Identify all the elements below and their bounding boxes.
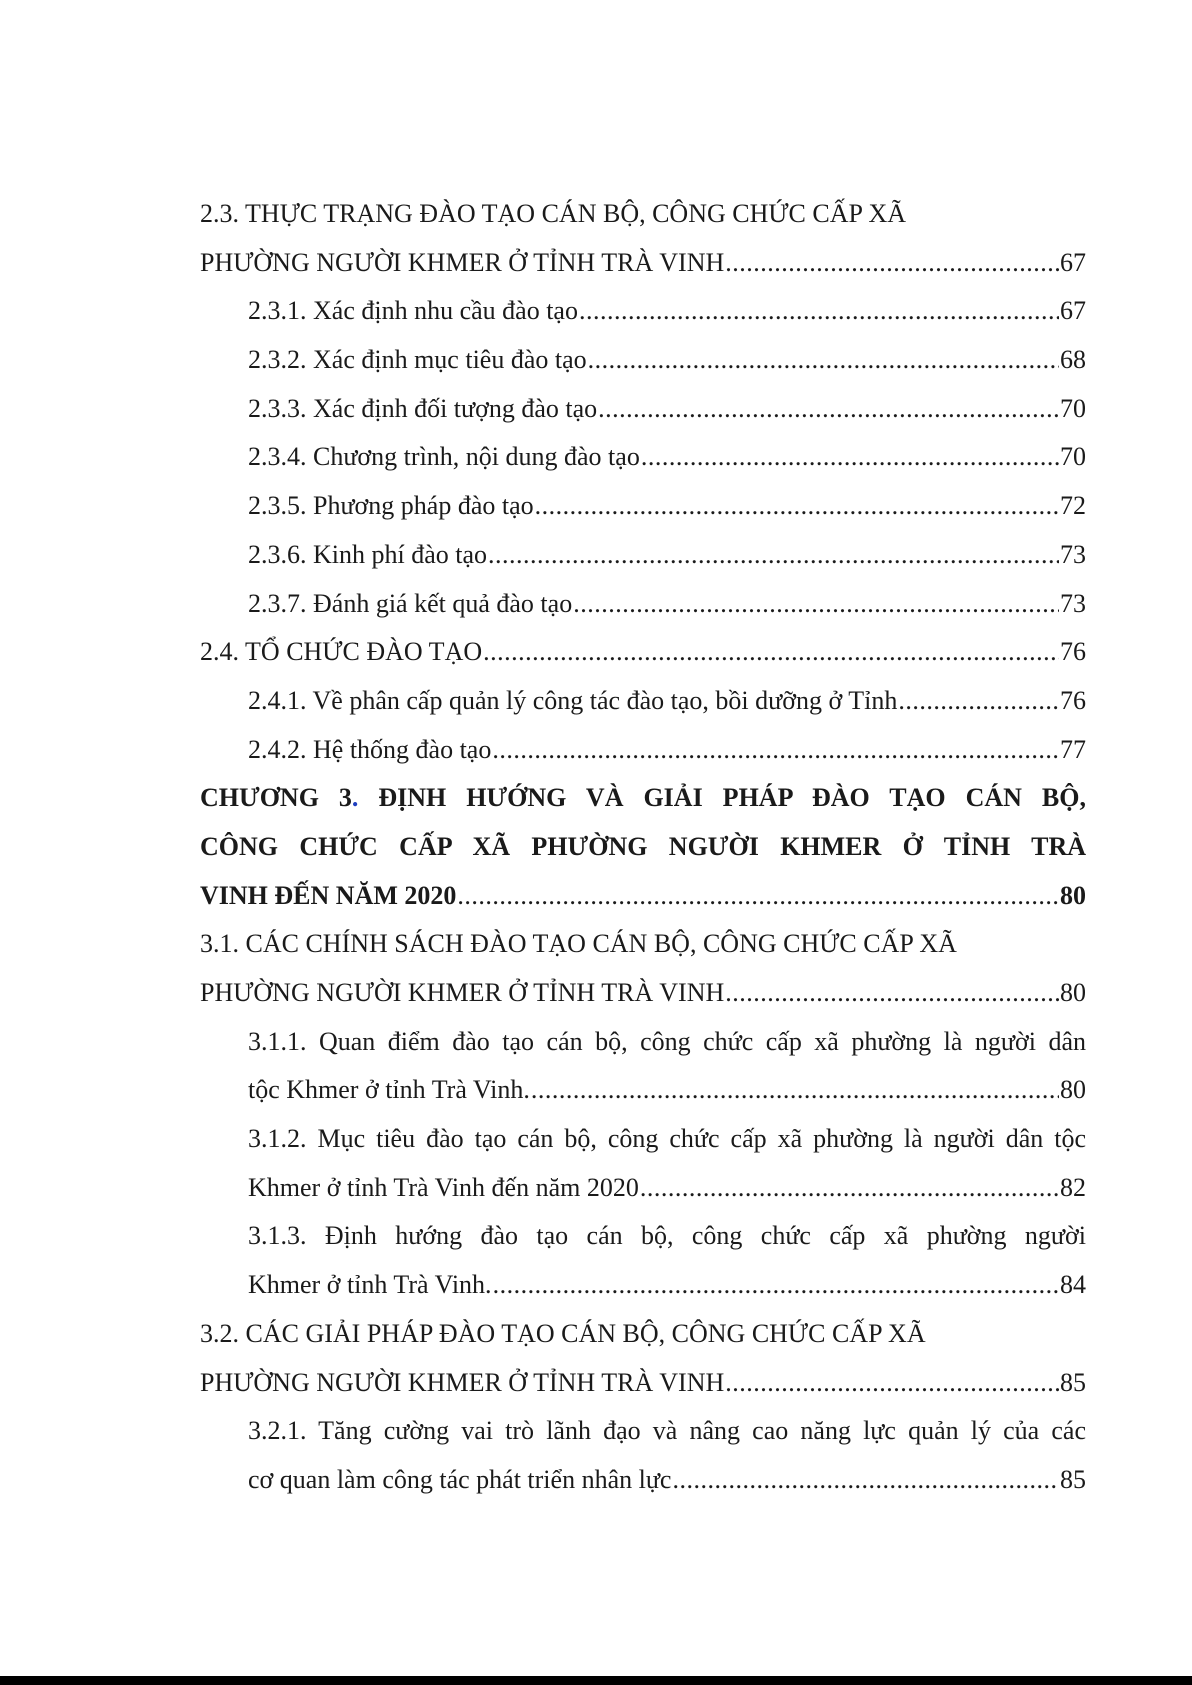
- toc-entry-3-2-1-line2[interactable]: [200, 1456, 1086, 1505]
- toc-entry-2-3-5[interactable]: [200, 482, 1086, 531]
- toc-chapter-3-line3[interactable]: [200, 872, 1086, 921]
- toc-entry-3-1-1-line2[interactable]: [200, 1066, 1086, 1115]
- toc-entry-2-3-6[interactable]: [200, 531, 1086, 580]
- toc-entry-2-3-4[interactable]: [200, 433, 1086, 482]
- dot-leader: [898, 677, 1059, 726]
- dot-leader: [492, 726, 1059, 775]
- toc-entry-text: 2.4.1. Về phân cấp quản lý công tác đào tạo, bồi dưỡng ở Tỉnh: [248, 685, 898, 715]
- toc-entry-3-2-line1[interactable]: 3.2. CÁC GIẢI PHÁP ĐÀO TẠO CÁN BỘ, CÔNG CHỨC CẤP XÃ: [200, 1318, 926, 1348]
- toc-entry-2-3-1[interactable]: [200, 287, 1086, 336]
- toc-page-number: 70: [1060, 393, 1086, 423]
- toc-entry-text: Khmer ở tỉnh Trà Vinh.: [248, 1270, 492, 1300]
- toc-page-number: 85: [1060, 1367, 1086, 1397]
- toc-page-number: 82: [1060, 1172, 1086, 1202]
- toc-entry-text: tộc Khmer ở tỉnh Trà Vinh.: [248, 1075, 530, 1105]
- toc-entry-text: 2.3.7. Đánh giá kết quả đào tạo: [248, 588, 573, 618]
- toc-entry-3-1-line1[interactable]: 3.1. CÁC CHÍNH SÁCH ĐÀO TẠO CÁN BỘ, CÔNG CHỨC CẤP XÃ: [200, 929, 957, 959]
- toc-entry-2-3-2[interactable]: [200, 336, 1086, 385]
- page-bottom-edge: [0, 1676, 1192, 1685]
- toc-entry-text: 2.3.3. Xác định đối tượng đào tạo: [248, 393, 598, 423]
- table-of-contents: [200, 190, 1086, 1505]
- dot-leader: [588, 336, 1059, 385]
- toc-entry-2-4-2[interactable]: [200, 726, 1086, 775]
- toc-entry-text: 2.4. TỔ CHỨC ĐÀO TẠO: [200, 637, 483, 667]
- toc-page-number: 76: [1060, 685, 1086, 715]
- toc-entry-2-3-line2[interactable]: [200, 239, 1086, 288]
- toc-entry-3-1-3-line1[interactable]: 3.1.3. Định hướng đào tạo cán bộ, công chức cấp xã phường người: [248, 1221, 1086, 1251]
- toc-chapter-3-line2[interactable]: CÔNG CHỨC CẤP XÃ PHƯỜNG NGƯỜI KHMER Ở TỈNH TRÀ: [200, 831, 1086, 861]
- toc-entry-text: VINH ĐẾN NĂM 2020: [200, 880, 457, 910]
- dot-leader: [672, 1456, 1059, 1505]
- toc-entry-text: 2.3.5. Phương pháp đào tạo: [248, 491, 534, 521]
- toc-page-number: 84: [1060, 1270, 1086, 1300]
- chapter-dot: .: [351, 783, 359, 813]
- toc-entry-3-1-line2[interactable]: [200, 969, 1086, 1018]
- toc-entry-text: 2.3.1. Xác định nhu cầu đào tạo: [248, 296, 578, 326]
- toc-page-number: 70: [1060, 442, 1086, 472]
- toc-page-number: 80: [1060, 978, 1086, 1007]
- toc-entry-3-1-2-line1[interactable]: 3.1.2. Mục tiêu đào tạo cán bộ, công chức cấp xã phường là người dân tộc: [248, 1124, 1086, 1154]
- dot-leader: [535, 482, 1059, 531]
- toc-page-number: 85: [1060, 1464, 1086, 1494]
- dot-leader: [579, 287, 1059, 336]
- toc-page-number: 68: [1060, 345, 1086, 375]
- toc-entry-2-4[interactable]: [200, 628, 1086, 677]
- toc-entry-2-3-3[interactable]: [200, 385, 1086, 434]
- chapter-label: CHƯƠNG 3: [200, 783, 352, 813]
- toc-entry-3-2-1-line1[interactable]: 3.2.1. Tăng cường vai trò lãnh đạo và nâng cao năng lực quản lý của các: [248, 1416, 1086, 1446]
- dot-leader: [725, 239, 1059, 288]
- toc-page-number: 73: [1060, 588, 1086, 618]
- dot-leader: [531, 1066, 1059, 1115]
- toc-entry-3-2-line2[interactable]: [200, 1359, 1086, 1408]
- toc-entry-2-3-7[interactable]: [200, 580, 1086, 629]
- toc-page-number: 67: [1060, 247, 1086, 277]
- toc-page-number: 67: [1060, 296, 1086, 326]
- toc-page-number: 76: [1060, 637, 1086, 667]
- dot-leader: [725, 1359, 1059, 1408]
- chapter-title-part: ĐỊNH HƯỚNG VÀ GIẢI PHÁP ĐÀO TẠO CÁN BỘ,: [358, 783, 1086, 813]
- toc-page-number: 77: [1060, 734, 1086, 764]
- dot-leader: [641, 433, 1059, 482]
- dot-leader: [488, 531, 1059, 580]
- toc-entry-3-1-1-line1[interactable]: 3.1.1. Quan điểm đào tạo cán bộ, công chức cấp xã phường là người dân: [248, 1026, 1086, 1056]
- toc-entry-text: Khmer ở tỉnh Trà Vinh đến năm 2020: [248, 1172, 639, 1202]
- toc-entry-text: 2.3.4. Chương trình, nội dung đào tạo: [248, 442, 640, 472]
- dot-leader: [457, 872, 1059, 921]
- toc-page-number: 80: [1060, 1075, 1086, 1105]
- toc-entry-3-1-3-line2[interactable]: [200, 1261, 1086, 1310]
- toc-entry-2-4-1[interactable]: [200, 677, 1086, 726]
- toc-entry-text: PHƯỜNG NGƯỜI KHMER Ở TỈNH TRÀ VINH: [200, 1367, 725, 1397]
- toc-page-number: 72: [1060, 491, 1086, 521]
- dot-leader: [640, 1164, 1059, 1213]
- toc-entry-text: PHƯỜNG NGƯỜI KHMER Ở TỈNH TRÀ VINH: [200, 978, 725, 1007]
- dot-leader: [598, 385, 1059, 434]
- toc-entry-3-1-2-line2[interactable]: [200, 1164, 1086, 1213]
- toc-entry-2-3-line1[interactable]: 2.3. THỰC TRẠNG ĐÀO TẠO CÁN BỘ, CÔNG CHỨC CẤP XÃ: [200, 199, 907, 228]
- toc-entry-text: 2.4.2. Hệ thống đào tạo: [248, 734, 492, 764]
- dot-leader: [573, 580, 1059, 629]
- toc-page-number: 73: [1060, 539, 1086, 569]
- toc-entry-text: PHƯỜNG NGƯỜI KHMER Ở TỈNH TRÀ VINH: [200, 247, 725, 277]
- toc-entry-text: cơ quan làm công tác phát triển nhân lực: [248, 1464, 672, 1494]
- dot-leader: [725, 969, 1059, 1018]
- dot-leader: [483, 628, 1059, 677]
- toc-entry-text: 2.3.2. Xác định mục tiêu đào tạo: [248, 345, 587, 375]
- dot-leader: [493, 1261, 1059, 1310]
- toc-chapter-3-line1[interactable]: [200, 774, 1086, 823]
- toc-page-number: 80: [1060, 880, 1086, 910]
- toc-entry-text: 2.3.6. Kinh phí đào tạo: [248, 539, 488, 569]
